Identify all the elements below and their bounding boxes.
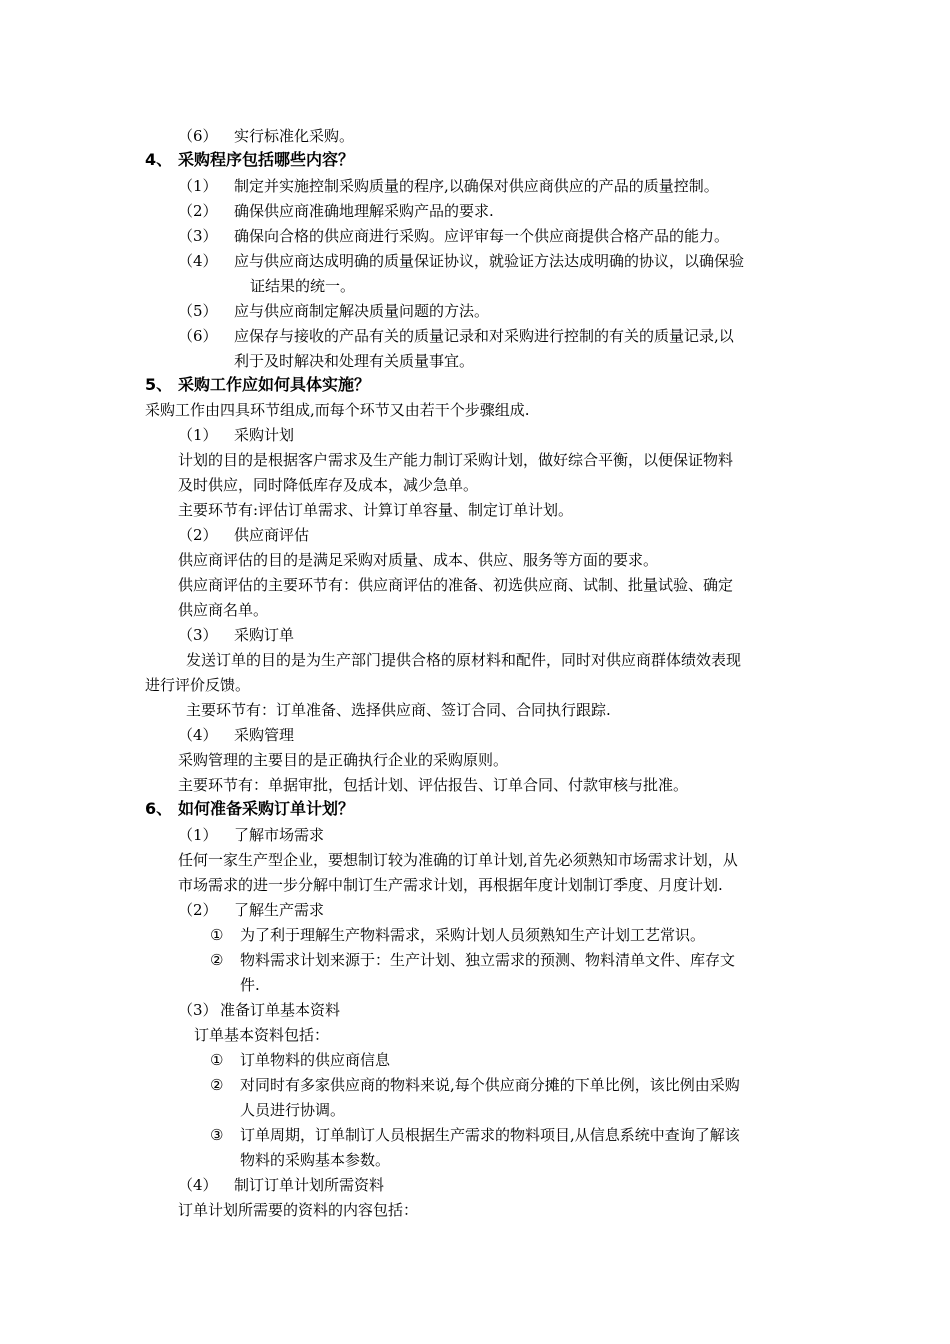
paragraph: 主要环节有：单据审批，包括计划、评估报告、订单合同、付款审核与批准。	[178, 776, 689, 794]
subsection-title: （4） 制订订单计划所需资料	[178, 1176, 385, 1194]
subsection-title: （1） 采购计划	[178, 426, 295, 444]
subsection-title: （2） 供应商评估	[178, 526, 310, 544]
section-heading: 4、 采购程序包括哪些内容？	[145, 150, 355, 169]
paragraph: 主要环节有：订单准备、选择供应商、签订合同、合同执行跟踪.	[186, 701, 611, 719]
list-item: （4） 应与供应商达成明确的质量保证协议，就验证方法达成明确的协议，以确保验	[178, 252, 745, 270]
list-item-continuation: 件.	[240, 976, 260, 994]
subsection-title: （3） 准备订单基本资料	[178, 1001, 341, 1019]
list-item: ① 订单物料的供应商信息	[210, 1051, 391, 1069]
paragraph: 主要环节有:评估订单需求、计算订单容量、制定订单计划。	[178, 501, 574, 519]
list-item: （1） 制定并实施控制采购质量的程序,以确保对供应商供应的产品的质量控制。	[178, 177, 719, 195]
section-heading: 6、 如何准备采购订单计划？	[145, 799, 355, 818]
subsection-title: （3） 采购订单	[178, 626, 295, 644]
paragraph: 供应商名单。	[178, 601, 269, 619]
list-item: （5） 应与供应商制定解决质量问题的方法。	[178, 302, 490, 320]
paragraph: 任何一家生产型企业，要想制订较为准确的订单计划,首先必须熟知市场需求计划，从	[178, 851, 738, 869]
paragraph: 采购工作由四具环节组成,而每个环节又由若干个步骤组成.	[145, 401, 530, 419]
paragraph: 市场需求的进一步分解中制订生产需求计划，再根据年度计划制订季度、月度计划.	[178, 876, 723, 894]
paragraph: 计划的目的是根据客户需求及生产能力制订采购计划，做好综合平衡，以便保证物料	[178, 451, 734, 469]
section-heading: 5、 采购工作应如何具体实施？	[145, 375, 371, 394]
paragraph: 采购管理的主要目的是正确执行企业的采购原则。	[178, 751, 509, 769]
list-item-continuation: 证结果的统一。	[250, 277, 356, 295]
list-item: ① 为了利于理解生产物料需求，采购计划人员须熟知生产计划工艺常识。	[210, 926, 706, 944]
list-item: （6） 实行标准化采购。	[178, 127, 355, 145]
list-item: （6） 应保存与接收的产品有关的质量记录和对采购进行控制的有关的质量记录,以	[178, 327, 734, 345]
list-item-continuation: 利于及时解决和处理有关质量事宜。	[234, 352, 475, 370]
list-item: ② 物料需求计划来源于：生产计划、独立需求的预测、物料清单文件、库存文	[210, 951, 736, 969]
paragraph: 供应商评估的目的是满足采购对质量、成本、供应、服务等方面的要求。	[178, 551, 659, 569]
list-item-continuation: 物料的采购基本参数。	[240, 1151, 391, 1169]
list-item: ② 对同时有多家供应商的物料来说,每个供应商分摊的下单比例，该比例由采购	[210, 1076, 740, 1094]
subsection-title: （1） 了解市场需求	[178, 826, 325, 844]
list-item-continuation: 人员进行协调。	[240, 1101, 346, 1119]
paragraph: 进行评价反馈。	[145, 676, 251, 694]
subsection-title: （2） 了解生产需求	[178, 901, 325, 919]
list-item: （3） 确保向合格的供应商进行采购。应评审每一个供应商提供合格产品的能力。	[178, 227, 730, 245]
paragraph: 发送订单的目的是为生产部门提供合格的原材料和配件，同时对供应商群体绩效表现	[186, 651, 742, 669]
paragraph: 及时供应，同时降低库存及成本，减少急单。	[178, 476, 479, 494]
subsection-title: （4） 采购管理	[178, 726, 295, 744]
paragraph: 供应商评估的主要环节有：供应商评估的准备、初选供应商、试制、批量试验、确定	[178, 576, 734, 594]
list-item: ③ 订单周期，订单制订人员根据生产需求的物料项目,从信息系统中查询了解该	[210, 1126, 740, 1144]
list-item: （2） 确保供应商准确地理解采购产品的要求.	[178, 202, 494, 220]
paragraph: 订单计划所需要的资料的内容包括：	[178, 1201, 419, 1219]
paragraph: 订单基本资料包括：	[194, 1026, 330, 1044]
